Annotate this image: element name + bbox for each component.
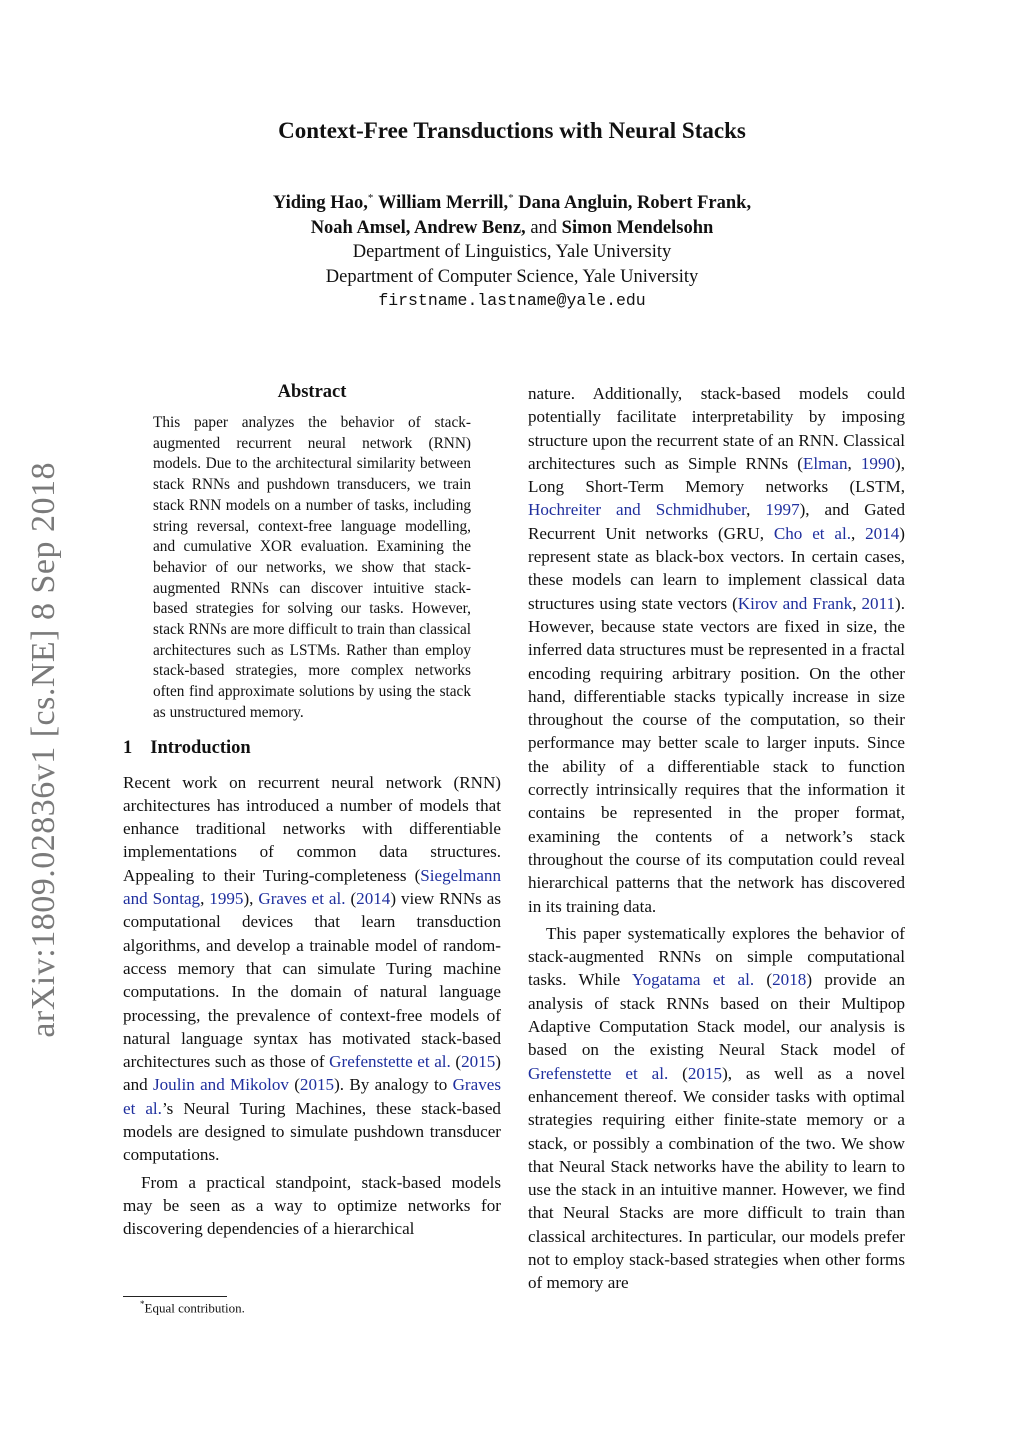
citation-link[interactable]: 2015	[461, 1052, 496, 1072]
author-name: Dana Angluin, Robert Frank,	[518, 193, 752, 214]
author-name: Yiding Hao,	[272, 193, 368, 214]
affiliation-computer-science: Department of Computer Science, Yale University	[325, 266, 699, 287]
citation-link[interactable]: 2014	[356, 889, 391, 909]
citation-link[interactable]: Kirov and Frank	[737, 593, 853, 613]
citation-link[interactable]: Joulin and Mikolov	[152, 1075, 289, 1095]
intro-paragraph-3: nature. Additionally, stack-based models could potentially facilitate interpretability by imposing structure upon the recurrent state of an RNN. Classical architectures such as Simple RNNs (Elman, 1990), Long Short-Term Memory networks (LSTM, Hochreiter and Schmidhuber, 1997), and Gated Recurrent Unit networks (GRU, Cho et al., 2014) represent state as black-box vectors. In certain cases, these models can learn to implement classical data structures using state vectors (Kirov and Frank, 2011). However, because state vectors are fixed in size, the inferred data structures must be represented in a fractal encoding requiring arbitrary position. On the other hand, differentiable stacks typically increase in size throughout the course of the computation, so their performance may better scale to larger inputs. Since the ability of a differentiable stack to function correctly intrinsically requires that the information it contains be represented in the proper format, examining the contents of a network’s stack throughout the course of its computation could reveal hierarchical patterns that the network has discovered in its training data.	[528, 384, 906, 916]
author-name: Simon Mendelsohn	[561, 217, 714, 238]
footnote-mark: *	[140, 1299, 145, 1309]
author-line-2	[0, 216, 1024, 241]
citation-link[interactable]: Cho et al.	[773, 523, 851, 543]
equal-contribution-mark: *	[508, 192, 514, 204]
citation-link[interactable]: 2011	[861, 593, 896, 613]
citation-link[interactable]: Elman	[802, 453, 848, 473]
author-name: William Merrill,	[377, 193, 509, 214]
arxiv-identifier-stamp	[14, 460, 74, 1040]
author-name: Noah Amsel, Andrew Benz,	[310, 217, 526, 238]
citation-link[interactable]: Yogatama et al.	[631, 970, 755, 990]
right-column	[528, 382, 905, 1295]
left-column	[123, 382, 501, 1240]
footnote-rule	[123, 1296, 227, 1297]
footnote-text: Equal contribution.	[144, 1300, 245, 1316]
citation-link[interactable]: Graves et al.	[123, 1075, 501, 1118]
author-line-1	[0, 186, 1024, 216]
citation-link[interactable]: 2018	[772, 970, 807, 990]
citation-link[interactable]: Siegelmann and Sontag	[123, 865, 501, 909]
affiliation-linguistics: Department of Linguistics, Yale University	[352, 242, 672, 263]
intro-paragraph-1: Recent work on recurrent neural network (RNN) architectures has introduced a number of models that enhance traditional networks with differentiable implementations of common data structures. Appealing to their Turing-completeness (Siegelmann and Sontag, 1995), Graves et al. (2014) view RNNs as computational devices that learn transduction algorithms, and develop a trainable model of random-access memory that can simulate Turing machine computations. In the domain of natural language processing, the prevalence of context-free models of natural language syntax has motivated stack-based architectures such as those of Grefenstette et al. (2015) and Joulin and Mikolov (2015). By analogy to Graves et al.’s Neural Turing Machines, these stack-based models are designed to simulate pushdown transducer computations.	[123, 772, 501, 1165]
arxiv-stamp-text: arXiv:1809.02836v1 [cs.NE] 8 Sep 2018	[25, 462, 62, 1038]
author-conjunction: and	[530, 217, 558, 238]
author-block	[0, 186, 1024, 314]
citation-link[interactable]: 1995	[209, 889, 244, 909]
citation-link[interactable]: Hochreiter and Schmidhuber	[528, 500, 747, 520]
citation-link[interactable]: Graves et al.	[258, 889, 346, 909]
citation-link[interactable]: 1997	[765, 500, 800, 520]
section-number: 1	[123, 737, 133, 758]
intro-paragraph-2: From a practical standpoint, stack-based models may be seen as a way to optimize networks for discovering dependencies of a hierarchical	[123, 1172, 501, 1239]
section-title: Introduction	[150, 737, 251, 758]
intro-paragraph-4: This paper systematically explores the behavior of stack-augmented RNNs on simple computational tasks. While Yogatama et al. (2018) provide an analysis of stack RNNs based on their Multipop Adaptive Computation Stack model, our analysis is based on the existing Neural Stack model of Grefenstette et al. (2015), as well as a novel enhancement thereof. We consider tasks with optimal strategies requiring either finite-state memory or a stack, or possibly a combination of the two. We show that Neural Stack networks have the ability to learn to use the stack in an intuitive manner. However, we find that Neural Stacks are more difficult to train than classical architectures. In particular, our models prefer not to employ stack-based strategies when other forms of memory are	[528, 923, 906, 1293]
abstract-text: This paper analyzes the behavior of stack-augmented recurrent neural network (RNN) models. Due to the architectural similarity between stack RNNs and pushdown transducers, we train stack RNN models on a number of tasks, including string reversal, context-free language modelling, and cumulative XOR evaluation. Examining the behavior of our networks, we show that stack-augmented RNNs can discover intuitive stack-based strategies for solving our tasks. However, stack RNNs are more difficult to train than classical architectures such as LSTMs. Rather than employ stack-based strategies, more complex networks often find approximate solutions by using the stack as unstructured memory.	[153, 414, 471, 721]
author-email: firstname.lastname@yale.edu	[378, 291, 646, 311]
citation-link[interactable]: 2015	[687, 1063, 723, 1083]
citation-link[interactable]: 2015	[299, 1075, 335, 1095]
section-heading-introduction	[123, 738, 501, 759]
footnote	[140, 1299, 245, 1316]
abstract-heading: Abstract	[277, 382, 347, 402]
citation-link[interactable]: Grefenstette et al.	[329, 1052, 451, 1072]
citation-link[interactable]: Grefenstette et al.	[528, 1063, 669, 1083]
citation-link[interactable]: 2014	[865, 523, 900, 543]
citation-link[interactable]: 1990	[860, 453, 896, 473]
paper-title: Context-Free Transductions with Neural Stacks	[278, 118, 746, 143]
equal-contribution-mark: *	[367, 192, 374, 204]
